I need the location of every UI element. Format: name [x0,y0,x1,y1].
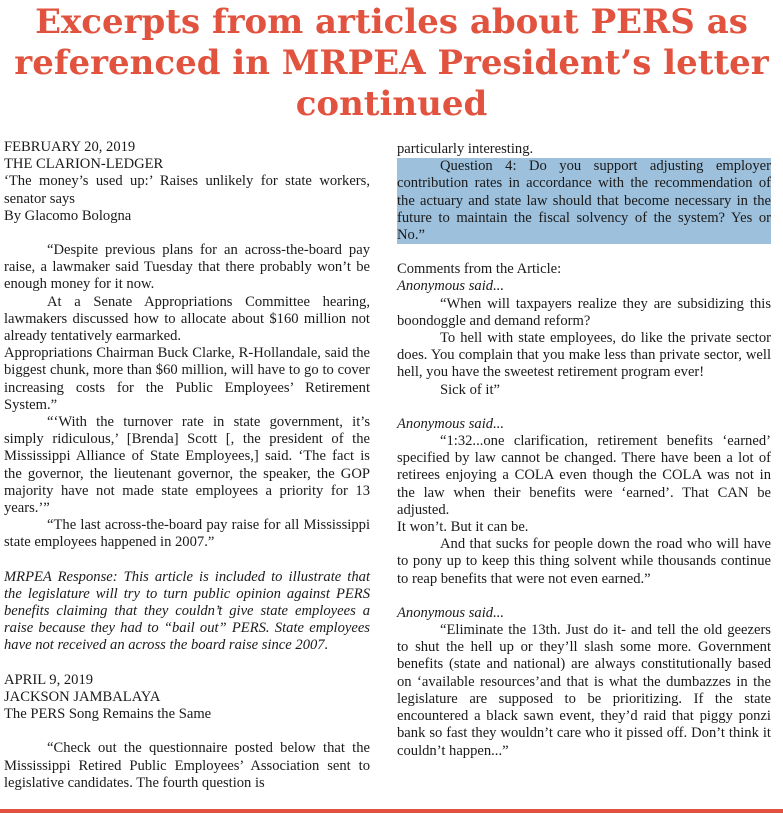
comment-paragraph: It won’t. But it can be. [397,519,529,536]
headline-line-3: continued [295,84,488,124]
comment-paragraph: And that sucks for people down the road who will have to pony up to keep this thing solvent while thousands continue to reap benefits that were not even earned.” [397,536,771,587]
article-columns [4,139,771,792]
highlighted-question: Question 4: Do you support adjusting employer contribution rates in accordance with the recommendation of the actuary and state law should that become necessary in the future to maintain the fiscal solvency of the system? Yes or No.” [397,158,771,244]
comment-author: Anonymous said... [397,415,505,432]
article1-source: THE CLARION-LEDGER [4,156,164,173]
article2-continuation: particularly interesting. [397,141,534,157]
comment-author: Anonymous said... [397,604,505,621]
article1-date: FEBRUARY 20, 2019 [4,139,136,155]
left-column [4,139,370,792]
comment-paragraph: Sick of it” [440,381,500,398]
comment-paragraph: “1:32...one clarification, retirement benefits ‘earned’ specified by law cannot be changed. There have been a lot of retirees enjoying a COLA even though the COLA was not in the law when their benefits were ‘earned’. That CAN be adjusted. [397,433,771,518]
article1-author: By Glacomo Bologna [4,207,132,224]
headline-line-1: Excerpts from articles about PERS as [35,2,748,42]
comment-paragraph: To hell with state employees, do like the private sector does. You complain that you make less than private sector, well hell, you have the sweetest retirement program ever! [397,330,771,381]
right-column [397,141,771,792]
article2-title: The PERS Song Remains the Same [4,706,212,723]
comment-paragraph: “Eliminate the 13th. Just do it- and tell the old geezers to shut the hell up or they’ll slash some more. Government benefits (state and national) are always constitutionally based on ‘available resources’and that is what the dumbazzes in the legislature are supposed to be prioritizing. If the state encountered a black sawn event, they’d raid that piggy ponzi bank so fast they wouldn’t care who it pissed off. Don’t think it couldn’t happen...” [397,622,771,759]
article1-title: ‘The money’s used up:’ Raises unlikely for state workers, senator says [4,173,370,207]
article1-paragraph: “Despite previous plans for an across-the-board pay raise, a lawmaker said Tuesday that there probably won’t be enough money for it now. [4,242,370,293]
comments-heading: Comments from the Article: [397,261,562,278]
comment-paragraph: “When will taxpayers realize they are subsidizing this boondoggle and demand reform? [397,295,771,329]
bottom-rule [0,809,783,813]
comment-author: Anonymous said... [397,278,505,295]
page-headline [0,0,783,125]
article2-paragraph: “Check out the questionnaire posted below that the Mississippi Retired Public Employees’ Association sent to legislative candidates. The fourth question is [4,740,370,791]
article1-paragraph: Appropriations Chairman Buck Clarke, R-Hollandale, said the biggest chunk, more than $60 million, will have to go to cover increasing costs for the Public Employees’ Retirement System.” [4,345,370,413]
article1-paragraph: “The last across-the-board pay raise for all Mississippi state employees happened in 2007.” [4,517,370,551]
article2-source: JACKSON JAMBALAYA [4,688,161,705]
headline-line-2: referenced in MRPEA President’s letter [14,43,769,83]
article2-date: APRIL 9, 2019 [4,671,94,688]
article1-paragraph: At a Senate Appropriations Committee hearing, lawmakers discussed how to allocate about $160 million not already tentatively earmarked. [4,293,370,345]
mrpea-response: MRPEA Response: This article is included to illustrate that the legislature will try to turn public opinion against PERS benefits claiming that they couldn’t give state employees a raise because they had to “bail out” PERS. State employees have not received an across the board raise since 2007. [4,568,370,654]
article1-paragraph: “‘With the turnover rate in state government, it’s simply ridiculous,’ [Brenda] Scott [, the president of the Mississippi Alliance of State Employees,] said. ‘The fact is the governor, the lieutenant governor, the speaker, the GOP majority have not made state employees a priority for 13 years.’” [4,414,370,517]
